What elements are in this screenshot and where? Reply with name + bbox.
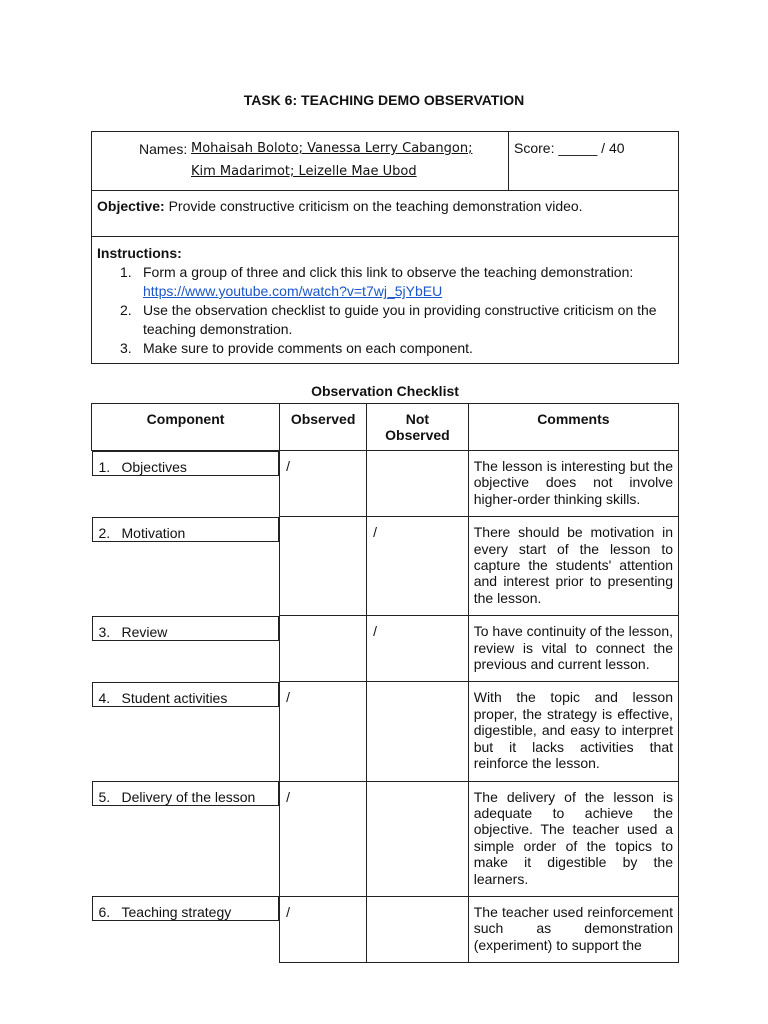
- comment-cell: The delivery of the lesson is adequate to achieve the objective. The teacher used a simple order of the topics to make it digestible by the learners.: [468, 781, 678, 896]
- not-observed-cell: [367, 682, 469, 781]
- objective-box: [91, 190, 679, 237]
- not-observed-cell: /: [367, 517, 469, 616]
- names-box: [91, 131, 509, 191]
- checklist-title: Observation Checklist: [311, 383, 459, 399]
- header-not-observed: Not Observed: [367, 404, 469, 451]
- instruction-number: 1.: [120, 264, 132, 280]
- component-cell: [92, 896, 280, 921]
- header-component: Component: [92, 404, 280, 451]
- instructions-box: [91, 236, 679, 364]
- component-cell: [92, 451, 280, 476]
- objective-label: Objective:: [97, 198, 165, 214]
- table-row: [92, 781, 679, 896]
- comment-cell: The teacher used reinforcement such as demonstration (experiment) to support the: [468, 896, 678, 962]
- names-line-1: Mohaisah Boloto; Vanessa Lerry Cabangon;: [191, 141, 473, 156]
- header-observed: Observed: [280, 404, 367, 451]
- component-name: Motivation: [121, 524, 186, 541]
- observation-checklist-table: [91, 403, 679, 963]
- names-label: Names:: [139, 141, 188, 157]
- comment-cell: There should be motivation in every start of the lesson to capture the students' attention and interest prior to presenting the lesson.: [468, 517, 678, 616]
- names-line-2: Kim Madarimot; Leizelle Mae Ubod: [191, 164, 417, 179]
- component-name: Objectives: [121, 459, 187, 475]
- component-name: Delivery of the lesson: [121, 789, 256, 805]
- not-observed-cell: /: [367, 616, 469, 682]
- component-name: Review: [121, 623, 168, 640]
- instructions-list: [120, 263, 670, 358]
- table-row: [92, 896, 679, 962]
- not-observed-cell: [367, 451, 469, 517]
- instruction-item: [120, 339, 670, 358]
- row-number: 1.: [98, 459, 111, 475]
- instruction-text: Form a group of three and click this link to observe the teaching demonstration: https://www.youtube.com/watch?v=t7wj_5jYbEU: [143, 264, 634, 299]
- comment-cell: With the topic and lesson proper, the strategy is effective, digestible, and easy to interpret but it lacks activities that reinforce the lesson.: [468, 682, 678, 781]
- component-name: Teaching strategy: [121, 904, 232, 921]
- header-comments: Comments: [468, 404, 678, 451]
- row-number: 2.: [98, 524, 111, 541]
- table-row: [92, 616, 679, 682]
- row-number: 5.: [98, 789, 111, 805]
- component-cell: [92, 781, 280, 806]
- instruction-number: 3.: [120, 340, 132, 356]
- observed-cell: [280, 517, 367, 616]
- score-box: [508, 131, 679, 191]
- observed-cell: /: [280, 896, 367, 962]
- row-number: 6.: [98, 904, 111, 921]
- page-title: TASK 6: TEACHING DEMO OBSERVATION: [243, 92, 525, 108]
- not-observed-cell: [367, 896, 469, 962]
- observed-cell: /: [280, 451, 367, 517]
- component-cell: [92, 616, 280, 641]
- observed-cell: /: [280, 781, 367, 896]
- table-row: [92, 517, 679, 616]
- observed-cell: [280, 616, 367, 682]
- component-cell: [92, 517, 280, 542]
- youtube-link[interactable]: https://www.youtube.com/watch?v=t7wj_5jYbEU: [143, 283, 443, 299]
- instruction-text: Make sure to provide comments on each component.: [143, 340, 473, 356]
- component-name: Student activities: [121, 689, 228, 706]
- not-observed-cell: [367, 781, 469, 896]
- instruction-item: [120, 263, 670, 301]
- objective-body: Provide constructive criticism on the teaching demonstration video.: [164, 198, 583, 214]
- comment-cell: To have continuity of the lesson, review is vital to connect the previous and current lesson.: [468, 616, 678, 682]
- table-row: [92, 451, 679, 517]
- comment-cell: The lesson is interesting but the objective does not involve higher-order thinking skills.: [468, 451, 678, 517]
- table-header-row: [92, 404, 679, 451]
- instruction-text: Use the observation checklist to guide you in providing constructive criticism on the teaching demonstration.: [143, 302, 657, 337]
- instruction-item: [120, 301, 670, 339]
- instruction-number: 2.: [120, 302, 132, 318]
- instructions-label: Instructions:: [97, 245, 182, 261]
- row-number: 4.: [98, 689, 111, 706]
- score-text: Score: _____ / 40: [514, 140, 625, 156]
- component-cell: [92, 682, 280, 707]
- objective-text: [97, 198, 583, 214]
- observed-cell: /: [280, 682, 367, 781]
- table-row: [92, 682, 679, 781]
- row-number: 3.: [98, 623, 111, 640]
